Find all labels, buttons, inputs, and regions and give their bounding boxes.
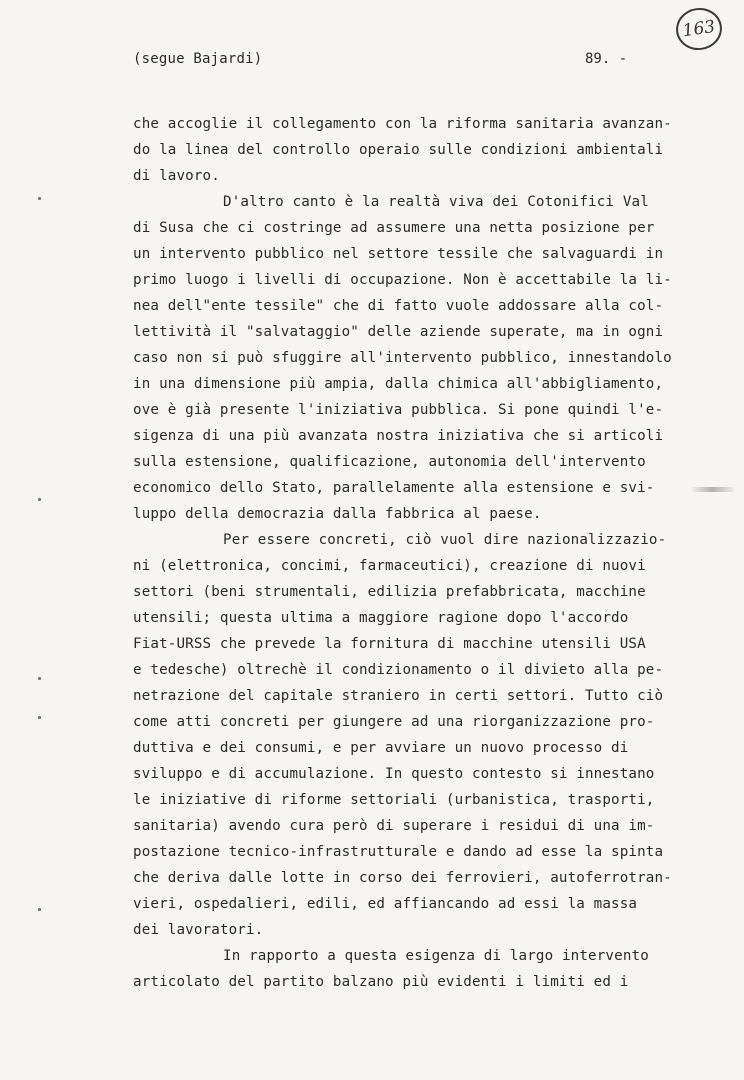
body-text <box>133 111 693 995</box>
text-line: netrazione del capitale straniero in certi settori. Tutto ciò <box>133 688 664 704</box>
text-line: ni (elettronica, concimi, farmaceutici), creazione di nuovi <box>133 558 646 574</box>
text-line: sulla estensione, qualificazione, autonomia dell'intervento <box>133 454 646 470</box>
paragraph <box>133 943 693 995</box>
text-line: caso non si può sfuggire all'intervento pubblico, innestandolo <box>133 350 672 366</box>
text-line: sanitaria) avendo cura però di superare i residui di una im- <box>133 818 655 834</box>
text-line: articolato del partito balzano più evidenti i limiti ed i <box>133 974 629 990</box>
text-line: sigenza di una più avanzata nostra iniziativa che si articoli <box>133 428 664 444</box>
text-line: luppo della democrazia dalla fabbrica al paese. <box>133 506 542 522</box>
text-line: che accoglie il collegamento con la riforma sanitaria avanzan- <box>133 116 672 132</box>
text-line: ove è già presente l'iniziativa pubblica. Si pone quindi l'e- <box>133 402 664 418</box>
margin-mark <box>38 197 41 200</box>
text-line: in una dimensione più ampia, dalla chimica all'abbigliamento, <box>133 376 664 392</box>
text-line: un intervento pubblico nel settore tessile che salvaguardi in <box>133 246 664 262</box>
text-line: D'altro canto è la realtà viva dei Cotonifici Val <box>223 194 649 210</box>
text-line: lettività il "salvataggio" delle aziende superate, ma in ogni <box>133 324 664 340</box>
margin-mark <box>38 677 41 680</box>
text-line: che deriva dalle lotte in corso dei ferrovieri, autoferrotran- <box>133 870 672 886</box>
header-page-number: 89. - <box>585 51 628 67</box>
text-line: Per essere concreti, ciò vuol dire nazionalizzazio- <box>223 532 667 548</box>
text-line: utensili; questa ultima a maggiore ragione dopo l'accordo <box>133 610 629 626</box>
text-line: settori (beni strumentali, edilizia prefabbricata, macchine <box>133 584 646 600</box>
header-continuation: (segue Bajardi) <box>133 51 263 67</box>
text-line: dei lavoratori. <box>133 922 264 938</box>
scan-smudge <box>690 487 734 492</box>
paragraph <box>133 111 693 189</box>
text-line: nea dell"ente tessile" che di fatto vuole addossare alla col- <box>133 298 664 314</box>
text-line: e tedesche) oltrechè il condizionamento o il divieto alla pe- <box>133 662 664 678</box>
text-line: In rapporto a questa esigenza di largo intervento <box>223 948 649 964</box>
text-line: le iniziative di riforme settoriali (urbanistica, trasporti, <box>133 792 655 808</box>
text-line: di Susa che ci costringe ad assumere una netta posizione per <box>133 220 655 236</box>
text-line: duttiva e dei consumi, e per avviare un nuovo processo di <box>133 740 629 756</box>
text-line: di lavoro. <box>133 168 220 184</box>
text-line: primo luogo i livelli di occupazione. Non è accettabile la li- <box>133 272 672 288</box>
text-line: do la linea del controllo operaio sulle condizioni ambientali <box>133 142 664 158</box>
paragraph <box>133 189 693 527</box>
text-line: come atti concreti per giungere ad una riorganizzazione pro- <box>133 714 655 730</box>
text-line: sviluppo e di accumulazione. In questo contesto si innestano <box>133 766 655 782</box>
text-line: Fiat-URSS che prevede la fornitura di macchine utensili USA <box>133 636 646 652</box>
text-line: economico dello Stato, parallelamente alla estensione e svi- <box>133 480 655 496</box>
margin-mark <box>38 908 41 911</box>
margin-mark <box>38 498 41 501</box>
page-number-stamp: 163 <box>673 5 724 53</box>
paragraph <box>133 527 693 943</box>
text-line: postazione tecnico-infrastrutturale e dando ad esse la spinta <box>133 844 664 860</box>
text-line: vieri, ospedalieri, edili, ed affiancando ad essi la massa <box>133 896 638 912</box>
margin-mark <box>38 716 41 719</box>
